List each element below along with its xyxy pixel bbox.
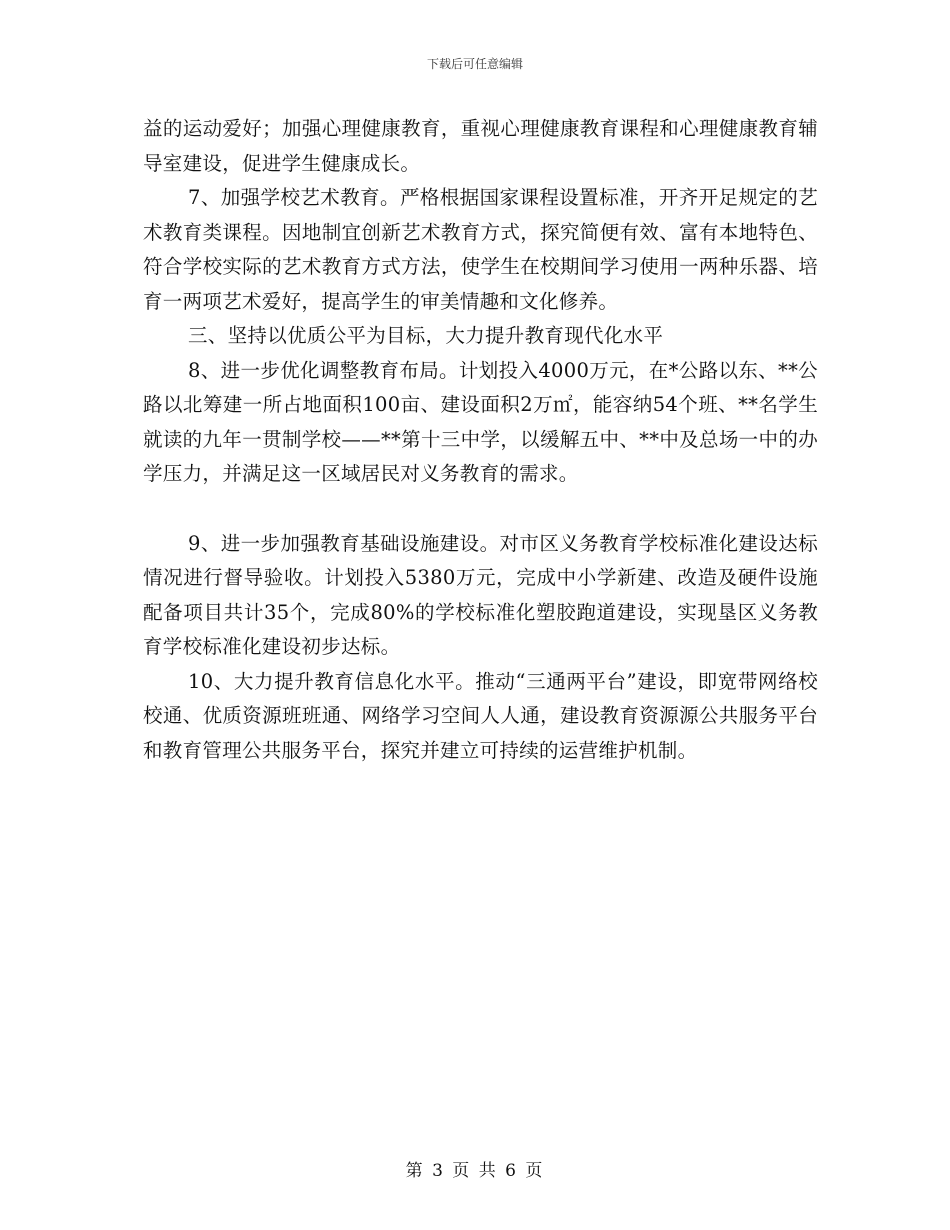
section-heading-modernization: 三、坚持以优质公平为目标，大力提升教育现代化水平 [188,324,664,347]
document-body [143,112,818,768]
paragraph-health-education: 益的运动爱好；加强心理健康教育，重视心理健康教育课程和心理健康教育辅导室建设，促进学生健康成长。 [143,117,818,175]
paragraph-informatization: 10、大力提升教育信息化水平。推动“三通两平台”建设，即宽带网络校校通、优质资源班班通、网络学习空间人人通，建设教育资源源公共服务平台和教育管理公共服务平台，探究并建立可持续的运营维护机制。 [143,669,818,762]
paragraph-art-education: 7、加强学校艺术教育。严格根据国家课程设置标准，开齐开足规定的艺术教育类课程。因地制宜创新艺术教育方式，探究简便有效、富有本地特色、符合学校实际的艺术教育方式方法，使学生在校期间学习使用一两种乐器、培育一两项艺术爱好，提高学生的审美情趣和文化修养。 [143,186,818,313]
paragraph-school-layout: 8、进一步优化调整教育布局。计划投入4000万元，在*公路以东、**公路以北筹建一所占地面积100亩、建设面积2万㎡，能容纳54个班、**名学生就读的九年一贯制学校——**第十三中学，以缓解五中、**中及总场一中的办学压力，并满足这一区域居民对义务教育的需求。 [143,358,818,485]
page-header: 下载后可任意编辑 [426,57,523,71]
paragraph-infrastructure: 9、进一步加强教育基础设施建设。对市区义务教育学校标准化建设达标情况进行督导验收。计划投入5380万元，完成中小学新建、改造及硬件设施配备项目共计35个，完成80%的学校标准化塑胶跑道建设，实现垦区义务教育学校标准化建设初步达标。 [143,531,818,658]
page-number: 第 3 页 共 6 页 [405,1161,545,1181]
